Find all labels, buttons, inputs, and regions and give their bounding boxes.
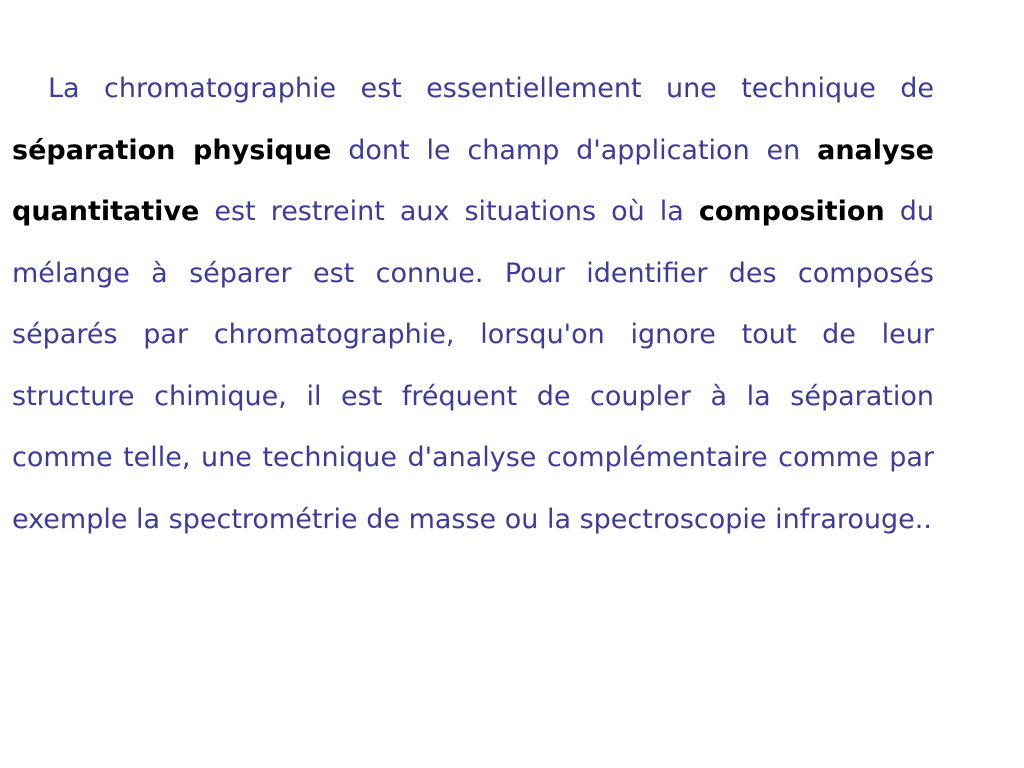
keyword-composition: composition bbox=[698, 196, 885, 227]
keyword-separation-physique: séparation physique bbox=[12, 134, 332, 166]
text-segment-3: est restreint aux situations où la bbox=[199, 196, 699, 227]
keyword-analyse-quantitative: analyse quantitative bbox=[12, 134, 934, 227]
text-segment-1: La chromatographie est essentiellement une technique de bbox=[48, 73, 934, 104]
body-paragraph bbox=[12, 58, 934, 550]
text-segment-4: du mélange à séparer est connue. Pour identifier des composés séparés par chromatographie, lorsqu'on ignore tout de leur structure chimique, il est fréquent de coupler à la séparation comme telle, une technique d'analyse complémentaire comme par exemple la spectrométrie de masse ou la spectroscopie infrarouge.. bbox=[12, 196, 934, 535]
text-segment-2: dont le champ d'application en bbox=[331, 134, 818, 166]
